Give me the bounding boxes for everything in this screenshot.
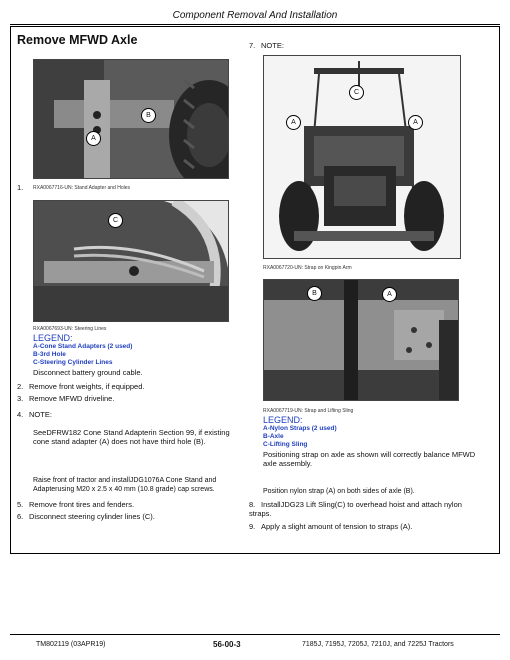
figure-1-caption: RXA0067716-UN: Stand Adapter and Holes: [33, 185, 131, 191]
step-6-number: 6.: [17, 512, 24, 521]
callout-a-right: A: [382, 287, 397, 302]
footer-model-list: 7185J, 7195J, 7205J, 7210J, and 7225J Tractors: [302, 641, 454, 648]
photo-strap-sling: [263, 279, 459, 401]
figure-2-caption: RXA0067693-UN: Steering Lines: [33, 326, 107, 332]
legend-item-a: A-Cone Stand Adapters (2 used): [33, 343, 133, 350]
callout-a-left-strap: A: [286, 115, 301, 130]
step-9-number: 9.: [249, 522, 256, 531]
photo-steering-lines: [33, 200, 229, 322]
disconnect-battery-text: Disconnect battery ground cable.: [33, 368, 143, 377]
section-title: Remove MFWD Axle: [17, 33, 138, 47]
callout-b-right: B: [307, 286, 322, 301]
step-2-text: Remove front weights, if equipped.: [29, 382, 145, 391]
step-3-text: Remove MFWD driveline.: [29, 394, 115, 403]
step-6: [17, 512, 155, 521]
step-7-text: NOTE:: [261, 41, 284, 50]
callout-c: C: [108, 213, 123, 228]
callout-c-right: C: [349, 85, 364, 100]
callout-a: A: [86, 131, 101, 146]
step-6-text: Disconnect steering cylinder lines (C).: [29, 512, 155, 521]
position-nylon-strap-text: Position nylon strap (A) on both sides of axle (B).: [263, 488, 415, 495]
step-3: [17, 394, 114, 403]
photo-tractor-strap: [263, 55, 461, 259]
step-8-text: InstallJDG23 Lift Sling(C) to overhead hoist and attach nylon straps.: [249, 500, 462, 519]
legend-item-axle: B-Axle: [263, 433, 284, 440]
footer-page-number: 56-00-3: [213, 640, 241, 649]
step-5: [17, 500, 134, 509]
step-5-number: 5.: [17, 500, 24, 509]
page-header-title: Component Removal And Installation: [172, 10, 338, 21]
photo-stand-adapter: [33, 59, 229, 179]
step-2: [17, 382, 144, 391]
step-1-number: 1.: [17, 183, 24, 192]
header-divider: [10, 24, 500, 25]
figure-4-caption: RXA0067719-UN: Strap and Lifting Sling: [263, 408, 354, 414]
raise-tractor-text: Raise front of tractor and installJDG1076A Cone Stand and Adapterusing M20 x 2.5 x 40 mm (10.8 grade) cap screws.: [33, 477, 217, 493]
step-8-number: 8.: [249, 500, 256, 509]
step-4: [17, 410, 52, 419]
legend-item-b: B-3rd Hole: [33, 351, 66, 358]
legend-title-right: LEGEND:: [263, 415, 303, 425]
legend-item-c: C-Steering Cylinder Lines: [33, 359, 113, 366]
figure-3-caption: RXA0067720-UN: Strap on Kingpin Arm: [263, 265, 352, 271]
step-5-text: Remove front tires and fenders.: [29, 500, 135, 509]
legend-item-nylon-straps: A-Nylon Straps (2 used): [263, 425, 337, 432]
step-4-number: 4.: [17, 410, 24, 419]
positioning-strap-text: Positioning strap on axle as shown will correctly balance MFWD axle assembly.: [263, 450, 476, 469]
callout-a-right-strap: A: [408, 115, 423, 130]
step-9-text: Apply a slight amount of tension to straps (A).: [261, 522, 413, 531]
note-4-text: SeeDFRW182 Cone Stand Adapterin Section 99, if existing cone stand adapter (A) does not have third hole (B).: [33, 428, 230, 447]
step-3-number: 3.: [17, 394, 24, 403]
legend-item-lifting-sling: C-Lifting Sling: [263, 441, 308, 448]
step-8: [249, 500, 479, 519]
footer-divider: [10, 634, 500, 635]
step-7: [249, 41, 284, 50]
step-2-number: 2.: [17, 382, 24, 391]
step-4-text: NOTE:: [29, 410, 52, 419]
footer-doc-id: TM802119 (03APR19): [36, 641, 106, 648]
step-7-number: 7.: [249, 41, 256, 50]
step-9: [249, 522, 412, 531]
legend-title-left: LEGEND:: [33, 333, 73, 343]
callout-b: B: [141, 108, 156, 123]
